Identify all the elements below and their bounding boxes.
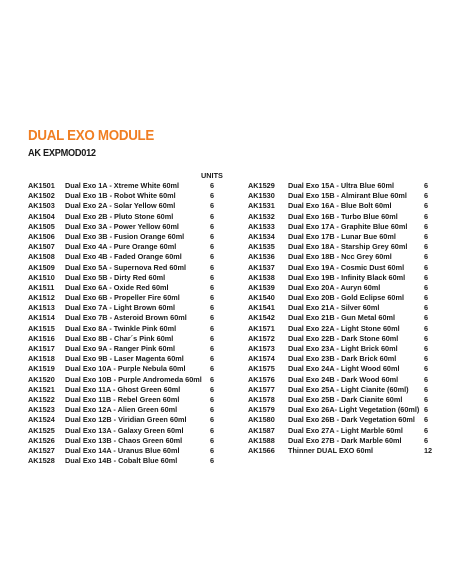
product-name: Dual Exo 11A - Ghost Green 60ml [65, 384, 181, 394]
product-code: AK1529 [248, 181, 275, 190]
product-units: 6 [210, 364, 215, 374]
product-name: Dual Exo 16B - Turbo Blue 60ml [288, 211, 398, 221]
product-code: AK1576 [248, 374, 275, 384]
product-name: Dual Exo 27A - Light Marble 60ml [288, 425, 403, 435]
product-code: AK1572 [248, 333, 275, 343]
units-column-header: UNITS [201, 171, 223, 180]
product-units: 6 [210, 374, 215, 384]
product-units: 6 [424, 201, 429, 211]
product-units: 6 [424, 262, 429, 272]
product-units: 6 [424, 211, 429, 221]
product-units: 6 [424, 242, 429, 252]
product-code: AK1518 [28, 354, 55, 364]
product-units: 6 [424, 323, 429, 333]
product-name: Dual Exo 1B - Robot White 60ml [65, 191, 176, 201]
product-code: AK1510 [28, 272, 55, 282]
product-code: AK1507 [28, 242, 55, 252]
product-name: Dual Exo 8A - Twinkle Pink 60ml [65, 323, 177, 333]
product-code: AK1573 [248, 344, 275, 353]
product-name: Dual Exo 9B - Laser Magenta 60ml [65, 354, 184, 364]
product-name: Dual Exo 17B - Lunar Bue 60ml [288, 231, 396, 241]
product-name: Dual Exo 18B - Ncc Grey 60ml [288, 252, 392, 262]
product-units: 6 [210, 323, 215, 333]
product-name: Dual Exo 5A - Supernova Red 60ml [65, 262, 186, 272]
product-name: Dual Exo 13B - Chaos Green 60ml [65, 435, 183, 445]
product-name: Dual Exo 19B - Infinity Black 60ml [288, 272, 406, 282]
product-name: Dual Exo 23B - Dark Brick 60ml [288, 354, 397, 364]
product-units: 6 [210, 405, 215, 415]
product-units: 6 [210, 344, 215, 353]
product-units: 6 [424, 344, 429, 353]
product-units: 6 [424, 252, 429, 262]
product-name: Dual Exo 7A - Light Brown 60ml [65, 303, 176, 313]
product-units: 6 [210, 293, 215, 303]
product-code: AK1514 [28, 313, 55, 323]
product-name: Dual Exo 1A - Xtreme White 60ml [65, 181, 180, 190]
product-name: Dual Exo 26B - Dark Vegetation 60ml [288, 415, 415, 425]
product-code: AK1541 [248, 303, 275, 313]
product-code: AK1505 [28, 221, 55, 231]
product-units: 6 [210, 303, 215, 313]
product-units: 6 [424, 303, 429, 313]
product-code: AK1519 [28, 364, 55, 374]
product-name: Dual Exo 14B - Cobalt Blue 60ml [65, 456, 178, 466]
product-units: 6 [424, 191, 429, 201]
product-name: Dual Exo 15B - Almirant Blue 60ml [288, 191, 407, 201]
product-code: AK1521 [28, 384, 55, 394]
product-name: Dual Exo 16A - Blue Bolt 60ml [288, 201, 392, 211]
product-name: Dual Exo 24B - Dark Wood 60ml [288, 374, 399, 384]
product-name: Dual Exo 20A - Auryn 60ml [288, 282, 381, 292]
product-units: 6 [424, 415, 429, 425]
product-units: 6 [424, 374, 429, 384]
product-units: 6 [210, 242, 215, 252]
product-name: Dual Exo 17A - Graphite Blue 60ml [288, 221, 408, 231]
product-units: 6 [424, 293, 429, 303]
product-name: Dual Exo 7B - Asteroid Brown 60ml [65, 313, 187, 323]
product-name: Dual Exo 3B - Fusion Orange 60ml [65, 231, 185, 241]
product-units: 6 [210, 435, 215, 445]
product-code: AK1522 [28, 394, 55, 404]
product-units: 6 [210, 211, 215, 221]
product-name: Thinner DUAL EXO 60ml [288, 445, 374, 455]
product-name: Dual Exo 3A - Power Yellow 60ml [65, 221, 179, 231]
product-units: 6 [210, 252, 215, 262]
product-code: AK1536 [248, 252, 275, 262]
product-code: AK1523 [28, 405, 55, 415]
product-name: Dual Exo 5B - Dirty Red 60ml [65, 272, 166, 282]
product-code: AK1525 [28, 425, 55, 435]
module-title: DUAL EXO MODULE [28, 128, 155, 144]
product-code: AK1526 [28, 435, 55, 445]
product-name: Dual Exo 15A - Ultra Blue 60ml [288, 181, 394, 190]
product-code: AK1538 [248, 272, 275, 282]
product-code: AK1516 [28, 333, 55, 343]
product-name: Dual Exo 6B - Propeller Fire 60ml [65, 293, 180, 303]
product-units: 6 [210, 221, 215, 231]
product-code: AK1528 [28, 456, 55, 466]
product-name: Dual Exo 12A - Alien Green 60ml [65, 405, 178, 415]
product-code: AK1502 [28, 191, 55, 201]
product-name: Dual Exo 22A - Light Stone 60ml [288, 323, 400, 333]
product-code: AK1504 [28, 211, 55, 221]
product-code: AK1542 [248, 313, 275, 323]
product-units: 6 [424, 384, 429, 394]
product-units: 6 [424, 181, 429, 190]
product-units: 6 [424, 364, 429, 374]
product-code: AK1588 [248, 435, 275, 445]
product-name: Dual Exo 9A - Ranger Pink 60ml [65, 344, 176, 353]
product-name: Dual Exo 2A - Solar Yellow 60ml [65, 201, 176, 211]
product-name: Dual Exo 18A - Starship Grey 60ml [288, 242, 408, 252]
product-units: 6 [210, 445, 215, 455]
product-code: AK1524 [28, 415, 55, 425]
product-units: 6 [424, 425, 429, 435]
product-name: Dual Exo 10A - Purple Nebula 60ml [65, 364, 186, 374]
product-name: Dual Exo 6A - Oxide Red 60ml [65, 282, 169, 292]
product-units: 6 [210, 181, 215, 190]
product-units: 6 [424, 231, 429, 241]
product-code: AK1580 [248, 415, 275, 425]
product-units: 6 [210, 384, 215, 394]
product-code: AK1530 [248, 191, 275, 201]
product-units: 12 [424, 445, 433, 455]
product-units: 6 [210, 394, 215, 404]
product-code: AK1566 [248, 445, 275, 455]
product-code: AK1527 [28, 445, 55, 455]
product-code: AK1517 [28, 344, 55, 353]
product-units: 6 [210, 313, 215, 323]
product-units: 6 [210, 415, 215, 425]
product-code: AK1535 [248, 242, 275, 252]
product-code: AK1574 [248, 354, 275, 364]
product-name: Dual Exo 22B - Dark Stone 60ml [288, 333, 399, 343]
product-name: Dual Exo 2B - Pluto Stone 60ml [65, 211, 174, 221]
product-code: AK1520 [28, 374, 55, 384]
product-units: 6 [424, 221, 429, 231]
product-units: 6 [210, 231, 215, 241]
product-units: 6 [424, 405, 429, 415]
product-name: Dual Exo 24A - Light Wood 60ml [288, 364, 400, 374]
product-code: AK1512 [28, 293, 55, 303]
product-code: AK1515 [28, 323, 55, 333]
product-name: Dual Exo 4A - Pure Orange 60ml [65, 242, 177, 252]
product-units: 6 [424, 354, 429, 364]
product-code: AK1511 [28, 282, 55, 292]
product-code: AK1578 [248, 394, 275, 404]
product-code: AK1531 [248, 201, 275, 211]
product-units: 6 [424, 333, 429, 343]
product-name: Dual Exo 25A - Light Cianite (60ml) [288, 384, 409, 394]
product-name: Dual Exo 11B - Rebel Green 60ml [65, 394, 180, 404]
product-code: AK1532 [248, 211, 275, 221]
module-code: AK EXPMOD012 [28, 148, 96, 159]
product-code: AK1508 [28, 252, 55, 262]
product-units: 6 [424, 435, 429, 445]
product-units: 6 [424, 272, 429, 282]
product-code: AK1579 [248, 405, 275, 415]
product-units: 6 [424, 394, 429, 404]
product-code: AK1577 [248, 384, 275, 394]
product-name: Dual Exo 8B - Char´s Pink 60ml [65, 333, 174, 343]
product-name: Dual Exo 4B - Faded Orange 60ml [65, 252, 182, 262]
product-units: 6 [210, 201, 215, 211]
product-name: Dual Exo 25B - Dark Cianite 60ml [288, 394, 403, 404]
product-code: AK1571 [248, 323, 275, 333]
product-code: AK1537 [248, 262, 275, 272]
product-name: Dual Exo 27B - Dark Marble 60ml [288, 435, 402, 445]
product-code: AK1503 [28, 201, 55, 211]
product-code: AK1539 [248, 282, 275, 292]
product-units: 6 [210, 272, 215, 282]
product-name: Dual Exo 23A - Light Brick 60ml [288, 344, 398, 353]
product-name: Dual Exo 20B - Gold Eclipse 60ml [288, 293, 404, 303]
product-name: Dual Exo 26A- Light Vegetation (60ml) [288, 405, 420, 415]
product-name: Dual Exo 14A - Uranus Blue 60ml [65, 445, 180, 455]
product-units: 6 [210, 262, 215, 272]
product-code: AK1587 [248, 425, 275, 435]
product-units: 6 [210, 456, 215, 466]
product-name: Dual Exo 21A - Silver 60ml [288, 303, 380, 313]
product-name: Dual Exo 19A - Cosmic Dust 60ml [288, 262, 405, 272]
product-code: AK1533 [248, 221, 275, 231]
product-units: 6 [210, 354, 215, 364]
product-name: Dual Exo 13A - Galaxy Green 60ml [65, 425, 184, 435]
product-code: AK1513 [28, 303, 55, 313]
product-units: 6 [210, 282, 215, 292]
product-units: 6 [210, 333, 215, 343]
product-units: 6 [210, 191, 215, 201]
product-units: 6 [424, 313, 429, 323]
product-code: AK1509 [28, 262, 55, 272]
product-code: AK1534 [248, 231, 275, 241]
product-units: 6 [424, 282, 429, 292]
product-code: AK1501 [28, 181, 55, 190]
product-name: Dual Exo 21B - Gun Metal 60ml [288, 313, 396, 323]
product-units: 6 [210, 425, 215, 435]
product-name: Dual Exo 10B - Purple Andromeda 60ml [65, 374, 202, 384]
product-code: AK1506 [28, 231, 55, 241]
product-name: Dual Exo 12B - Viridian Green 60ml [65, 415, 187, 425]
product-code: AK1540 [248, 293, 275, 303]
product-code: AK1575 [248, 364, 275, 374]
